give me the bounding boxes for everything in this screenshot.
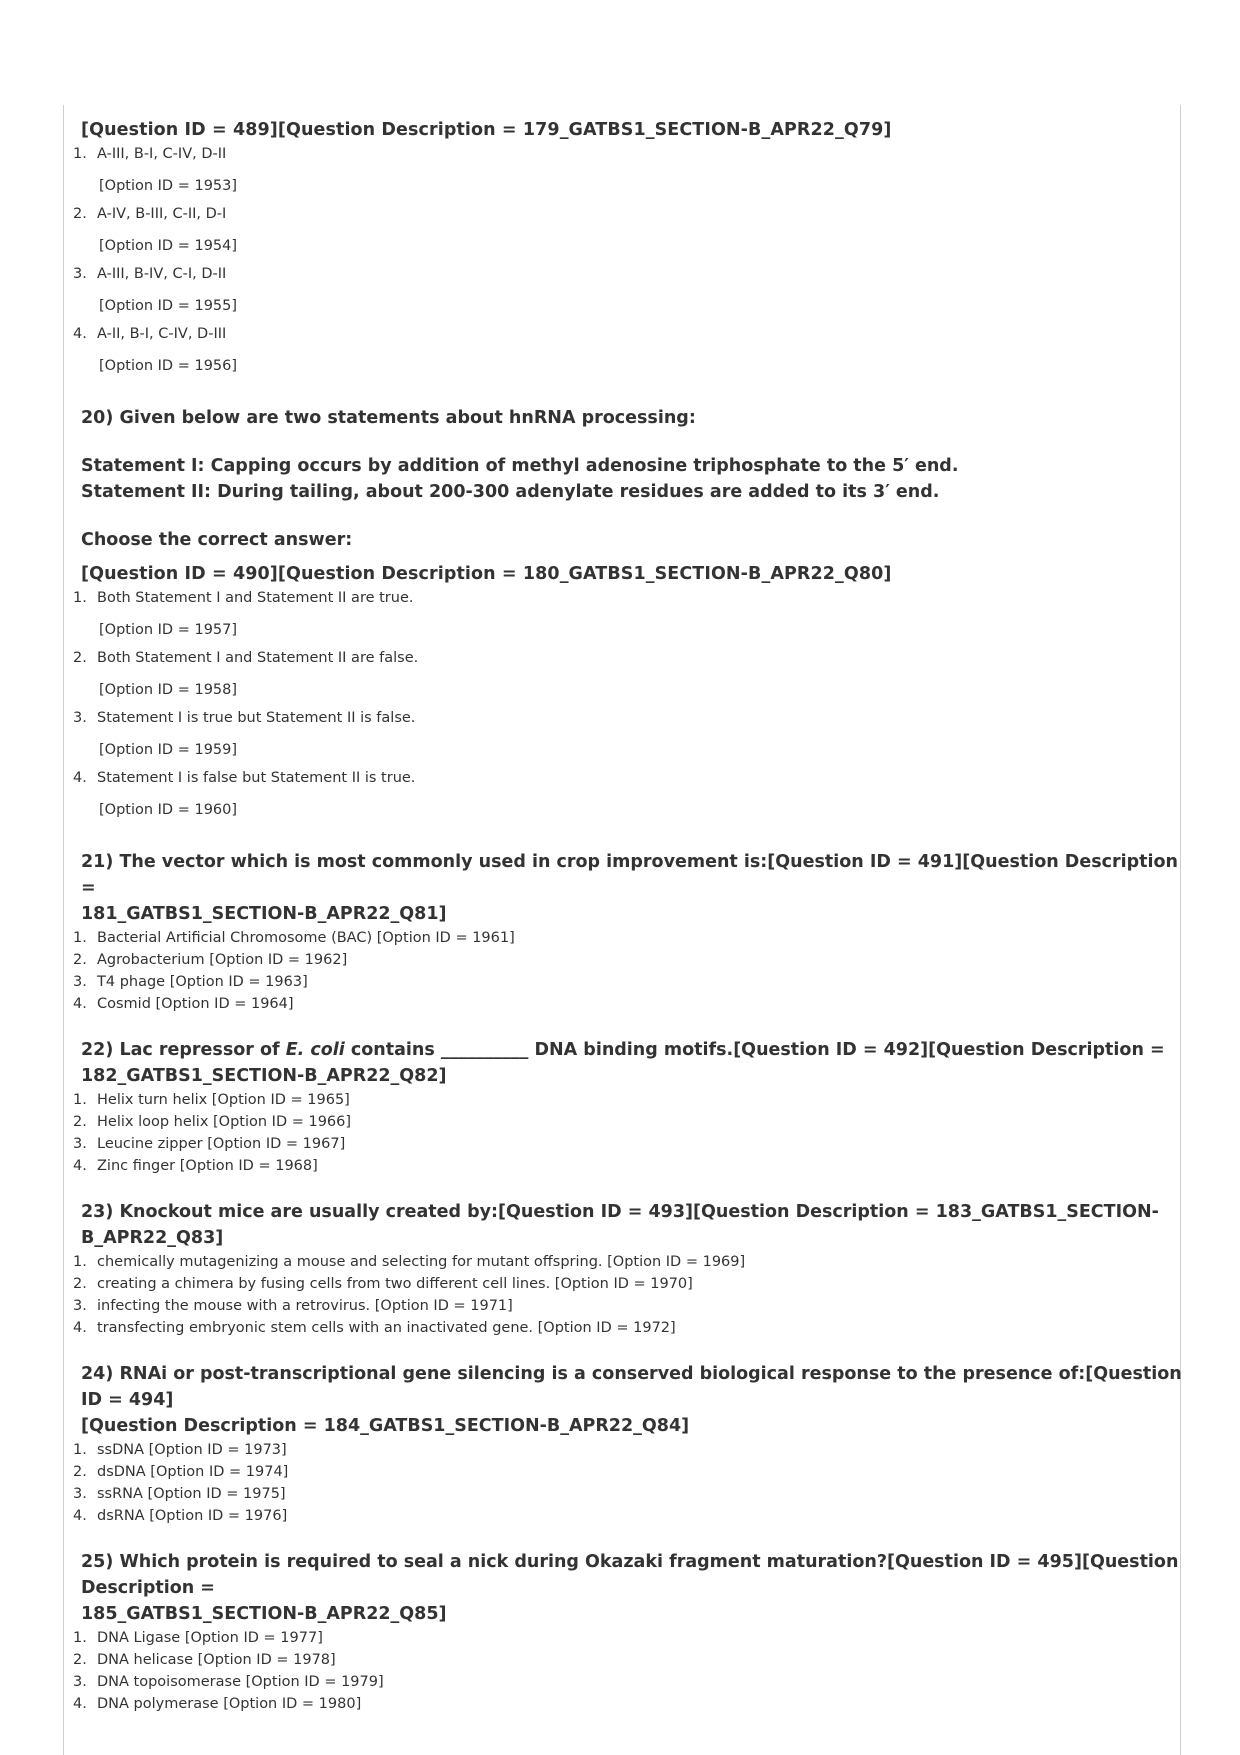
option-item: 4. Cosmid [Option ID = 1964]	[73, 996, 294, 1012]
question-title: 24) RNAi or post-transcriptional gene silencing is a conserved biological response to the presence of:[Question ID = 494] [Question Description = 184_GATBS1_SECTION-B_APR22_Q84]	[81, 1364, 1182, 1436]
option-list	[73, 1439, 1183, 1527]
question-paper	[73, 117, 1183, 1715]
option-item: 3. Statement I is true but Statement II is false.	[73, 710, 416, 726]
option-item: 2. Both Statement I and Statement II are false.	[73, 650, 419, 666]
option-id: [Option ID = 1960]	[99, 802, 238, 818]
option-item: 2. creating a chimera by fusing cells from two different cell lines. [Option ID = 1970]	[73, 1276, 693, 1292]
option-item: 3. A-III, B-IV, C-I, D-II	[73, 266, 227, 282]
option-item: 4. Zinc finger [Option ID = 1968]	[73, 1158, 318, 1174]
option-item: 3. infecting the mouse with a retrovirus. [Option ID = 1971]	[73, 1298, 513, 1314]
option-id: [Option ID = 1958]	[99, 682, 238, 698]
statement-1: Statement I: Capping occurs by addition of methyl adenosine triphosphate to the 5′ end.	[81, 456, 959, 476]
option-item: 3. T4 phage [Option ID = 1963]	[73, 974, 308, 990]
question-24	[73, 1361, 1183, 1527]
option-item: 1. A-III, B-I, C-IV, D-II	[73, 146, 227, 162]
option-item: 4. transfecting embryonic stem cells with an inactivated gene. [Option ID = 1972]	[73, 1320, 676, 1336]
option-item: 3. DNA topoisomerase [Option ID = 1979]	[73, 1674, 384, 1690]
option-item: 2. DNA helicase [Option ID = 1978]	[73, 1652, 336, 1668]
option-item: 4. dsRNA [Option ID = 1976]	[73, 1508, 288, 1524]
option-list	[73, 143, 1183, 377]
option-item: 1. Bacterial Artificial Chromosome (BAC) [Option ID = 1961]	[73, 930, 515, 946]
option-item: 1. DNA Ligase [Option ID = 1977]	[73, 1630, 323, 1646]
option-list	[73, 927, 1183, 1015]
option-item: 4. Statement I is false but Statement II is true.	[73, 770, 416, 786]
option-item: 1. Helix turn helix [Option ID = 1965]	[73, 1092, 350, 1108]
question-header: [Question ID = 489][Question Description = 179_GATBS1_SECTION-B_APR22_Q79]	[81, 120, 892, 140]
option-list	[73, 1627, 1183, 1715]
question-title: 20) Given below are two statements about hnRNA processing:	[81, 408, 696, 428]
choose-prompt: Choose the correct answer:	[81, 530, 353, 550]
question-23	[73, 1199, 1183, 1339]
question-19	[73, 117, 1183, 377]
option-item: 2. Helix loop helix [Option ID = 1966]	[73, 1114, 352, 1130]
option-item: 2. Agrobacterium [Option ID = 1962]	[73, 952, 348, 968]
option-item: 3. Leucine zipper [Option ID = 1967]	[73, 1136, 346, 1152]
option-item: 2. dsDNA [Option ID = 1974]	[73, 1464, 289, 1480]
statement-2: Statement II: During tailing, about 200-300 adenylate residues are added to its 3′ end.	[81, 482, 940, 502]
option-item: 2. A-IV, B-III, C-II, D-I	[73, 206, 227, 222]
option-item: 4. DNA polymerase [Option ID = 1980]	[73, 1696, 362, 1712]
option-id: [Option ID = 1954]	[99, 238, 238, 254]
question-22	[73, 1037, 1183, 1177]
question-title: 23) Knockout mice are usually created by:[Question ID = 493][Question Description = 183_GATBS1_SECTION- B_APR22_Q83]	[81, 1202, 1159, 1248]
option-item: 1. chemically mutagenizing a mouse and selecting for mutant offspring. [Option ID = 1969]	[73, 1254, 746, 1270]
question-title: 21) The vector which is most commonly used in crop improvement is:[Question ID = 491][Question Description = 181_GATBS1_SECTION-B_APR22_Q81]	[81, 852, 1178, 924]
option-id: [Option ID = 1955]	[99, 298, 238, 314]
option-item: 4. A-II, B-I, C-IV, D-III	[73, 326, 227, 342]
option-list	[73, 1089, 1183, 1177]
question-21	[73, 849, 1183, 1015]
option-id: [Option ID = 1959]	[99, 742, 238, 758]
option-id: [Option ID = 1957]	[99, 622, 238, 638]
option-id: [Option ID = 1953]	[99, 178, 238, 194]
question-20	[73, 405, 1183, 821]
question-25	[73, 1549, 1183, 1715]
question-header: [Question ID = 490][Question Description = 180_GATBS1_SECTION-B_APR22_Q80]	[81, 564, 892, 584]
question-title: 22) Lac repressor of E. coli contains __________ DNA binding motifs.[Question ID = 492][Question Description = 182_GATBS1_SECTION-B_APR22_Q82]	[81, 1040, 1165, 1086]
option-list	[73, 587, 1183, 821]
option-item: 1. Both Statement I and Statement II are true.	[73, 590, 414, 606]
question-title: 25) Which protein is required to seal a nick during Okazaki fragment maturation?[Question ID = 495][Question Description = 185_GATBS1_SECTION-B_APR22_Q85]	[81, 1552, 1179, 1624]
option-list	[73, 1251, 1183, 1339]
option-item: 3. ssRNA [Option ID = 1975]	[73, 1486, 286, 1502]
option-id: [Option ID = 1956]	[99, 358, 238, 374]
option-item: 1. ssDNA [Option ID = 1973]	[73, 1442, 287, 1458]
